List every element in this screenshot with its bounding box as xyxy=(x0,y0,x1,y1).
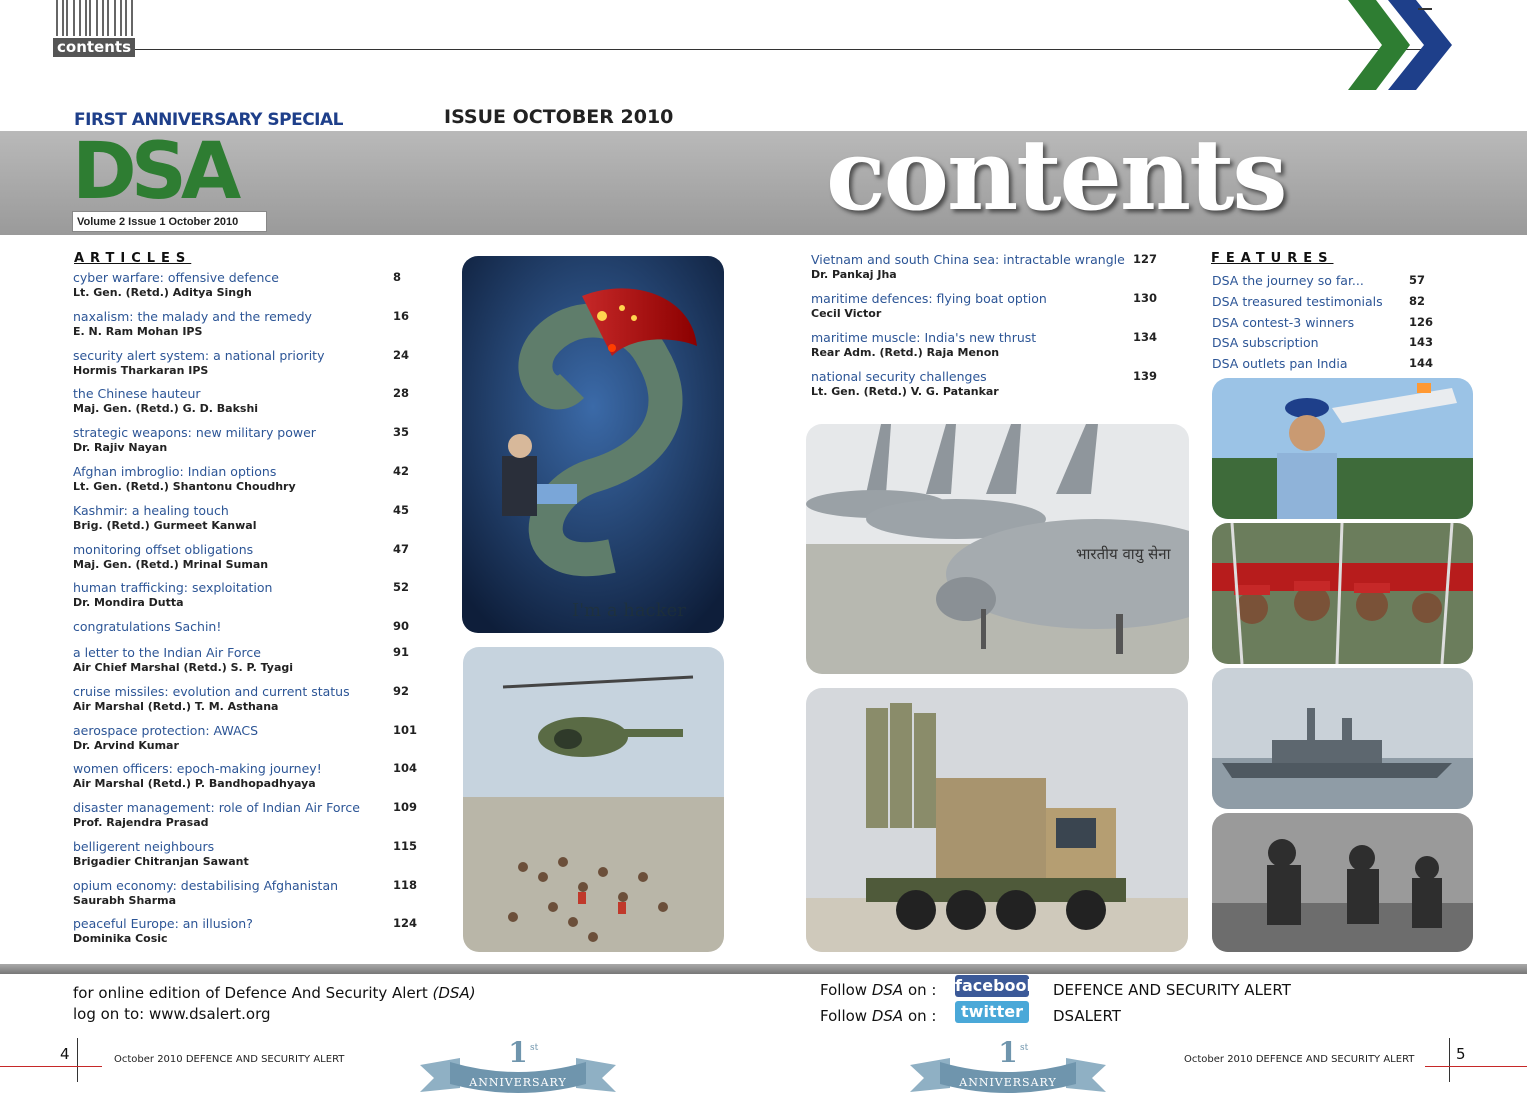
article-page-number: 52 xyxy=(393,580,410,594)
article-entry[interactable] xyxy=(73,270,402,299)
dsa-logo xyxy=(72,134,266,202)
article-author: Air Marshal (Retd.) T. M. Asthana xyxy=(73,700,279,713)
article-title[interactable]: monitoring offset obligations xyxy=(73,542,254,557)
svg-text:st: st xyxy=(530,1043,539,1053)
twitter-icon[interactable]: twitter xyxy=(955,1001,1029,1023)
article-entry[interactable] xyxy=(73,580,410,609)
article-title[interactable]: Vietnam and south China sea: intractable wrangle xyxy=(811,252,1125,267)
banner-title: contents xyxy=(826,118,1286,233)
article-page-number: 45 xyxy=(393,503,410,517)
article-title[interactable]: cruise missiles: evolution and current status xyxy=(73,684,350,699)
aircraft-lineup-photo xyxy=(806,424,1189,674)
svg-text:भारतीय वायु सेना: भारतीय वायु सेना xyxy=(1076,545,1171,563)
article-page-number: 104 xyxy=(393,761,418,775)
features-heading: FEATURES xyxy=(1211,251,1334,266)
article-author: Brigadier Chitranjan Sawant xyxy=(73,855,249,868)
follow-on: on : xyxy=(907,981,937,999)
crop-mark xyxy=(1449,1038,1450,1082)
article-entry[interactable] xyxy=(73,386,410,415)
anniversary-ribbon-left xyxy=(420,1040,616,1096)
online-edition-text: for online edition of Defence And Security Alert xyxy=(73,984,428,1002)
article-page-number: 109 xyxy=(393,800,418,814)
article-title[interactable]: women officers: epoch-making journey! xyxy=(73,761,322,776)
running-footer-left: October 2010 DEFENCE AND SECURITY ALERT xyxy=(114,1054,345,1065)
svg-text:ANNIVERSARY: ANNIVERSARY xyxy=(469,1076,567,1089)
missile-launcher-photo xyxy=(806,688,1188,952)
feature-title[interactable]: DSA outlets pan India xyxy=(1212,356,1348,371)
article-title[interactable]: security alert system: a national priority xyxy=(73,348,325,363)
barcode-graphic xyxy=(54,0,134,36)
article-title[interactable]: a letter to the Indian Air Force xyxy=(73,645,261,660)
page-number-right: 5 xyxy=(1456,1045,1466,1063)
article-author: Maj. Gen. (Retd.) Mrinal Suman xyxy=(73,558,269,571)
svg-text:1: 1 xyxy=(508,1040,528,1069)
article-entry[interactable] xyxy=(811,369,1158,398)
feature-entry[interactable] xyxy=(1212,356,1434,371)
feature-entry[interactable] xyxy=(1212,335,1434,351)
follow-prefix: Follow xyxy=(820,981,868,999)
security-forces-photo xyxy=(1212,813,1473,952)
feature-entry[interactable] xyxy=(1212,293,1426,309)
follow-twitter-line xyxy=(820,1007,936,1025)
page-number-left: 4 xyxy=(60,1045,70,1063)
follow-on: on : xyxy=(907,1007,937,1025)
article-entry[interactable] xyxy=(73,878,418,907)
article-title[interactable]: human trafficking: sexploitation xyxy=(73,580,273,595)
article-author: Rear Adm. (Retd.) Raja Menon xyxy=(811,346,1000,359)
feature-title[interactable]: DSA the journey so far... xyxy=(1212,273,1364,288)
article-author: Saurabh Sharma xyxy=(73,894,177,907)
article-page-number: 28 xyxy=(393,386,410,400)
svg-text:DSA: DSA xyxy=(72,134,236,202)
facebook-icon[interactable]: facebook xyxy=(955,976,1038,995)
article-title[interactable]: maritime muscle: India's new thrust xyxy=(811,330,1037,345)
online-edition-line xyxy=(73,984,476,1002)
section-tag: contents xyxy=(53,38,135,57)
article-title[interactable]: naxalism: the malady and the remedy xyxy=(73,309,312,324)
article-author: Prof. Rajendra Prasad xyxy=(73,816,209,829)
article-page-number: 24 xyxy=(393,348,410,362)
article-title[interactable]: aerospace protection: AWACS xyxy=(73,723,259,738)
article-author: Dr. Pankaj Jha xyxy=(811,268,897,281)
article-author: Dr. Rajiv Nayan xyxy=(73,441,168,454)
article-title[interactable]: opium economy: destabilising Afghanistan xyxy=(73,878,339,893)
feature-entry[interactable] xyxy=(1212,273,1426,288)
svg-text:st: st xyxy=(1020,1043,1029,1053)
issue-title: ISSUE OCTOBER 2010 xyxy=(444,106,674,128)
crop-mark xyxy=(77,1038,78,1082)
article-title[interactable]: the Chinese hauteur xyxy=(73,386,201,401)
article-entry[interactable] xyxy=(73,619,410,634)
article-title[interactable]: cyber warfare: offensive defence xyxy=(73,270,279,285)
chevron-logo-icon xyxy=(1348,0,1458,90)
article-entry[interactable] xyxy=(811,291,1158,320)
article-author: Maj. Gen. (Retd.) G. D. Bakshi xyxy=(73,402,259,415)
crop-mark xyxy=(1425,1066,1527,1067)
follow-dsa: DSA xyxy=(871,981,904,999)
article-entry[interactable] xyxy=(73,348,410,377)
running-footer-right: October 2010 DEFENCE AND SECURITY ALERT xyxy=(1184,1054,1415,1065)
follow-prefix: Follow xyxy=(820,1007,868,1025)
article-page-number: 118 xyxy=(393,878,418,892)
article-title[interactable]: Afghan imbroglio: Indian options xyxy=(73,464,277,479)
article-author: Cecil Victor xyxy=(811,307,882,320)
header-rule xyxy=(135,49,1425,50)
article-entry[interactable] xyxy=(73,464,410,493)
article-page-number: 91 xyxy=(393,645,410,659)
feature-page-number: 143 xyxy=(1409,335,1434,350)
cyber-warfare-photo xyxy=(462,256,724,633)
article-title[interactable]: maritime defences: flying boat option xyxy=(811,291,1047,306)
article-author: E. N. Ram Mohan IPS xyxy=(73,325,203,338)
warship-photo xyxy=(1212,668,1473,809)
crop-mark xyxy=(0,1066,102,1067)
article-title[interactable]: belligerent neighbours xyxy=(73,839,215,854)
article-author: Dr. Arvind Kumar xyxy=(73,739,179,752)
article-title[interactable]: strategic weapons: new military power xyxy=(73,425,316,440)
article-entry[interactable] xyxy=(73,684,410,713)
feature-page-number: 57 xyxy=(1409,273,1426,287)
naxal-cadres-photo xyxy=(1212,523,1473,664)
article-page-number: 115 xyxy=(393,839,418,853)
article-entry[interactable] xyxy=(73,425,410,454)
article-author: Lt. Gen. (Retd.) Shantonu Choudhry xyxy=(73,480,296,493)
article-author: Lt. Gen. (Retd.) V. G. Patankar xyxy=(811,385,999,398)
anniversary-special-label: FIRST ANNIVERSARY SPECIAL xyxy=(74,110,343,130)
article-author: Hormis Tharkaran IPS xyxy=(73,364,209,377)
article-page-number: 101 xyxy=(393,723,418,737)
online-edition-dsa: (DSA) xyxy=(432,984,476,1002)
article-title[interactable]: disaster management: role of Indian Air Force xyxy=(73,800,360,815)
article-entry[interactable] xyxy=(73,309,410,338)
volume-label: Volume 2 Issue 1 October 2010 xyxy=(72,211,267,232)
article-author: Lt. Gen. (Retd.) Aditya Singh xyxy=(73,286,252,299)
feature-page-number: 82 xyxy=(1409,293,1426,308)
article-entry[interactable] xyxy=(811,330,1158,359)
article-entry[interactable] xyxy=(73,761,418,790)
article-entry[interactable] xyxy=(73,839,418,868)
articles-heading: ARTICLES xyxy=(74,251,192,266)
article-author: Air Chief Marshal (Retd.) S. P. Tyagi xyxy=(73,661,294,674)
feature-page-number: 126 xyxy=(1409,314,1434,329)
anniversary-ribbon-right xyxy=(910,1040,1106,1096)
article-entry[interactable] xyxy=(73,503,410,532)
article-author: Dr. Mondira Dutta xyxy=(73,596,184,609)
article-page-number: 124 xyxy=(393,916,418,930)
article-entry[interactable] xyxy=(811,252,1158,281)
feature-title[interactable]: DSA contest-3 winners xyxy=(1212,314,1355,330)
article-page-number: 139 xyxy=(1133,369,1158,383)
article-author: Air Marshal (Retd.) P. Bandhopadhyaya xyxy=(73,777,316,790)
article-author: Brig. (Retd.) Gurmeet Kanwal xyxy=(73,519,257,532)
feature-title[interactable]: DSA treasured testimonials xyxy=(1212,293,1383,309)
article-title[interactable]: peaceful Europe: an illusion? xyxy=(73,916,253,931)
disaster-relief-photo xyxy=(463,647,724,952)
article-title[interactable]: congratulations Sachin! xyxy=(73,619,222,634)
svg-text:I'm a hacker: I'm a hacker xyxy=(572,600,686,621)
article-page-number: 90 xyxy=(393,619,410,633)
article-entry[interactable] xyxy=(73,645,410,674)
feature-page-number: 144 xyxy=(1409,356,1434,370)
article-entry[interactable] xyxy=(73,542,410,571)
footer-band xyxy=(0,964,1527,974)
follow-facebook-line xyxy=(820,981,936,999)
article-page-number: 8 xyxy=(393,270,402,284)
article-page-number: 42 xyxy=(393,464,410,478)
article-entry[interactable] xyxy=(73,800,418,829)
article-page-number: 35 xyxy=(393,425,410,439)
twitter-handle[interactable]: DSALERT xyxy=(1053,1007,1121,1025)
article-author: Dominika Cosic xyxy=(73,932,168,945)
article-title[interactable]: Kashmir: a healing touch xyxy=(73,503,229,518)
article-title[interactable]: national security challenges xyxy=(811,369,987,384)
article-entry[interactable] xyxy=(73,916,418,945)
article-entry[interactable] xyxy=(73,723,418,752)
svg-text:ANNIVERSARY: ANNIVERSARY xyxy=(959,1076,1057,1089)
article-page-number: 127 xyxy=(1133,252,1158,266)
article-page-number: 134 xyxy=(1133,330,1158,344)
article-page-number: 130 xyxy=(1133,291,1158,305)
website-link[interactable]: log on to: www.dsalert.org xyxy=(73,1005,271,1023)
article-page-number: 47 xyxy=(393,542,410,556)
article-page-number: 92 xyxy=(393,684,410,698)
follow-dsa: DSA xyxy=(871,1007,904,1025)
article-page-number: 16 xyxy=(393,309,410,323)
svg-text:1: 1 xyxy=(998,1040,1018,1069)
feature-entry[interactable] xyxy=(1212,314,1434,330)
woman-officer-photo xyxy=(1212,378,1473,519)
facebook-page-name[interactable]: DEFENCE AND SECURITY ALERT xyxy=(1053,981,1291,999)
feature-title[interactable]: DSA subscription xyxy=(1212,335,1319,351)
